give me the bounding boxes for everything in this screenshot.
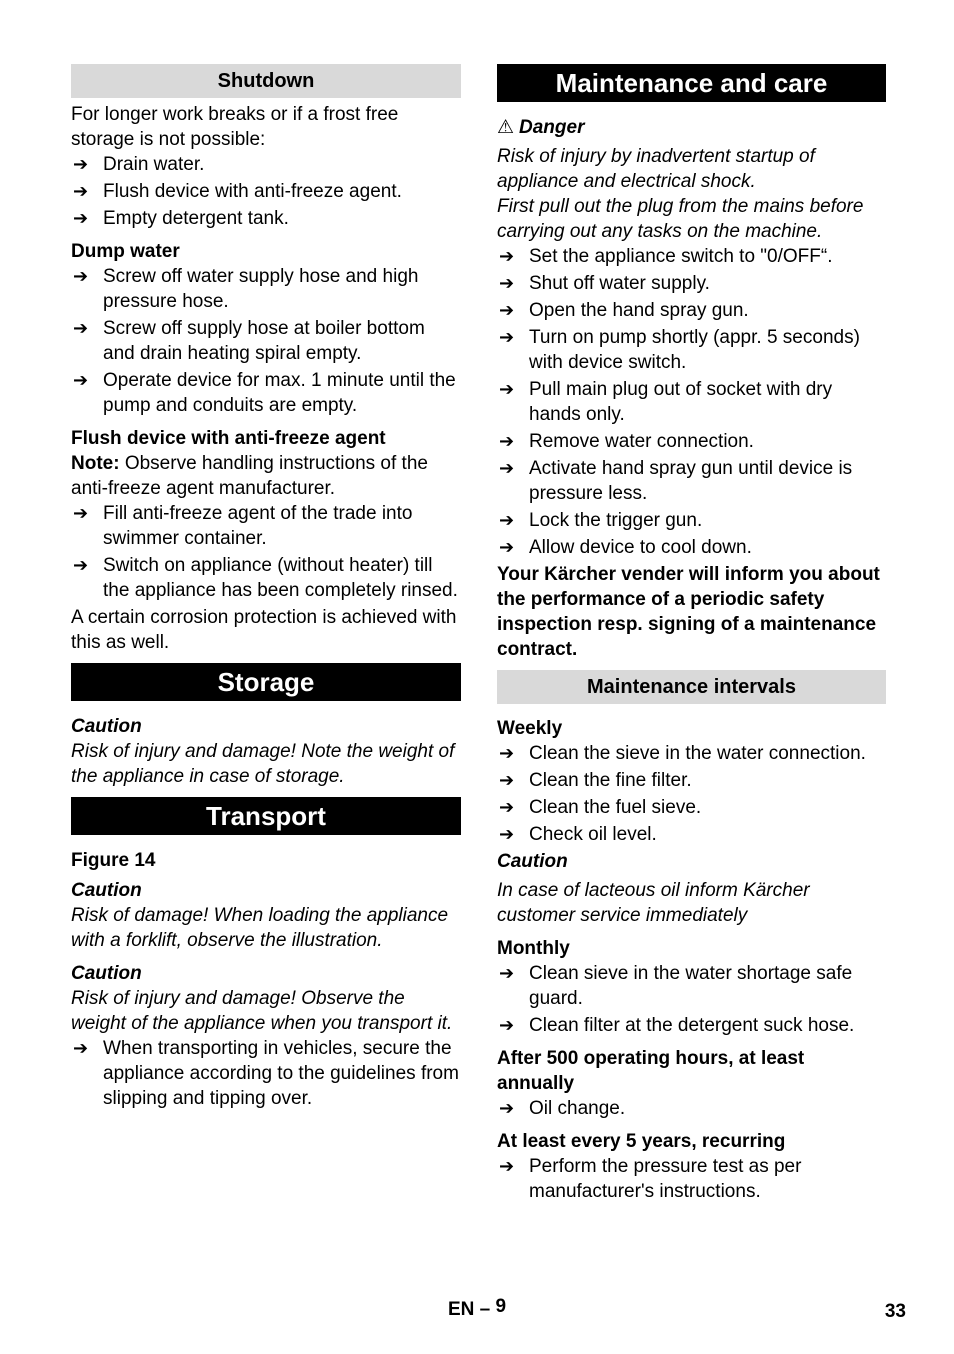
arrow-icon: ➔ [499,458,515,478]
list-item: ➔ When transporting in vehicles, secure the appliance according to the guidelines from slipping and tipping over. [73,1038,459,1109]
maintenance-list [497,244,886,560]
list-item: ➔ Drain water. [73,154,205,175]
transport-caution1-text: Risk of damage! When loading the appliance with a forklift, observe the illustration. [71,905,449,951]
storage-heading: Storage [71,663,461,701]
arrow-icon: ➔ [73,555,89,575]
list-item: ➔ Clean filter at the detergent suck hose. [499,1015,855,1036]
arrow-icon: ➔ [499,246,515,266]
arrow-icon: ➔ [499,273,515,293]
arrow-icon: ➔ [499,1015,515,1035]
list-item: ➔ Lock the trigger gun. [499,510,703,531]
arrow-icon: ➔ [73,154,89,174]
list-item: ➔ Flush device with anti-freeze agent. [73,181,402,202]
weekly-heading: Weekly [497,718,563,739]
arrow-icon: ➔ [499,797,515,817]
arrow-icon: ➔ [73,181,89,201]
maintenance-heading: Maintenance and care [497,64,886,102]
danger-label: ⚠ Danger [497,117,585,138]
list-item: ➔ Set the appliance switch to "0/OFF“. [499,246,833,267]
weekly-list [497,741,886,847]
list-item: ➔ Clean the sieve in the water connection. [499,743,866,764]
list-item: ➔ Clean the fine filter. [499,770,692,791]
list-item: ➔ Open the hand spray gun. [499,300,749,321]
flush-note: Note: Observe handling instructions of the anti-freeze agent manufacturer. [71,453,428,499]
intervals-caution-text: In case of lacteous oil inform Kärcher customer service immediately [497,880,810,926]
years-list [497,1154,886,1204]
list-item: ➔ Pull main plug out of socket with dry hands only. [499,379,833,425]
arrow-icon: ➔ [499,300,515,320]
list-item: ➔ Clean sieve in the water shortage safe guard. [499,963,853,1009]
hours-list [497,1096,886,1121]
list-item: ➔ Operate device for max. 1 minute until the pump and conduits are empty. [73,370,456,416]
arrow-icon: ➔ [499,1098,515,1118]
storage-caution-text: Risk of injury and damage! Note the weight of the appliance in case of storage. [71,741,455,787]
figure-reference: Figure 14 [71,850,156,871]
vendor-note: Your Kärcher vender will inform you about the performance of a periodic safety inspection resp. signing of a maintenance contract. [497,564,880,660]
transport-caution2-text: Risk of injury and damage! Observe the weight of the appliance when you transport it. [71,988,453,1034]
list-item: ➔ Oil change. [499,1098,626,1119]
warning-triangle-icon: ⚠ [497,117,515,138]
hours-heading: After 500 operating hours, at least annually [497,1048,805,1094]
danger-text-2: First pull out the plug from the mains before carrying out any tasks on the machine. [497,196,864,242]
monthly-list [497,961,886,1038]
footer-page-label: EN – 9 [448,1296,507,1320]
arrow-icon: ➔ [499,537,515,557]
arrow-icon: ➔ [73,266,89,286]
years-heading: At least every 5 years, recurring [497,1131,786,1152]
arrow-icon: ➔ [73,208,89,228]
arrow-icon: ➔ [499,1156,515,1176]
list-item: ➔ Turn on pump shortly (appr. 5 seconds) with device switch. [499,327,860,373]
arrow-icon: ➔ [499,963,515,983]
arrow-icon: ➔ [73,503,89,523]
right-column [497,64,886,1206]
arrow-icon: ➔ [499,510,515,530]
list-item: ➔ Activate hand spray gun until device is pressure less. [499,458,853,504]
arrow-icon: ➔ [499,770,515,790]
shutdown-intro: For longer work breaks or if a frost free storage is not possible: [71,104,399,150]
list-item: ➔ Switch on appliance (without heater) till the appliance has been completely rinsed. [73,555,458,601]
transport-heading: Transport [71,797,461,835]
flush-list [71,501,461,603]
list-item: ➔ Fill anti-freeze agent of the trade into swimmer container. [73,503,413,549]
list-item: ➔ Remove water connection. [499,431,754,452]
arrow-icon: ➔ [73,318,89,338]
arrow-icon: ➔ [499,431,515,451]
arrow-icon: ➔ [499,824,515,844]
list-item: ➔ Allow device to cool down. [499,537,752,558]
dump-water-heading: Dump water [71,241,180,262]
left-column [71,64,461,1113]
arrow-icon: ➔ [499,327,515,347]
arrow-icon: ➔ [73,1038,89,1058]
dump-water-list [71,264,461,418]
transport-caution2-label: Caution [71,963,142,984]
transport-caution1-label: Caution [71,880,142,901]
shutdown-list [71,152,461,231]
flush-heading: Flush device with anti-freeze agent [71,428,386,449]
storage-caution-label: Caution [71,716,142,737]
list-item: ➔ Perform the pressure test as per manufacturer's instructions. [499,1156,802,1202]
flush-outro: A certain corrosion protection is achieved with this as well. [71,607,457,653]
shutdown-heading: Shutdown [71,64,461,98]
danger-text-1: Risk of injury by inadvertent startup of appliance and electrical shock. [497,146,815,192]
transport-list [71,1036,461,1111]
list-item: ➔ Screw off water supply hose and high pressure hose. [73,266,419,312]
list-item: ➔ Clean the fuel sieve. [499,797,702,818]
arrow-icon: ➔ [499,379,515,399]
list-item: ➔ Shut off water supply. [499,273,710,294]
monthly-heading: Monthly [497,938,570,959]
intervals-caution-label: Caution [497,851,568,872]
page-number: 33 [884,1301,906,1322]
list-item: ➔ Check oil level. [499,824,657,845]
arrow-icon: ➔ [499,743,515,763]
list-item: ➔ Screw off supply hose at boiler bottom and drain heating spiral empty. [73,318,425,364]
arrow-icon: ➔ [73,370,89,390]
maintenance-intervals-heading: Maintenance intervals [497,670,886,704]
list-item: ➔ Empty detergent tank. [73,208,289,229]
